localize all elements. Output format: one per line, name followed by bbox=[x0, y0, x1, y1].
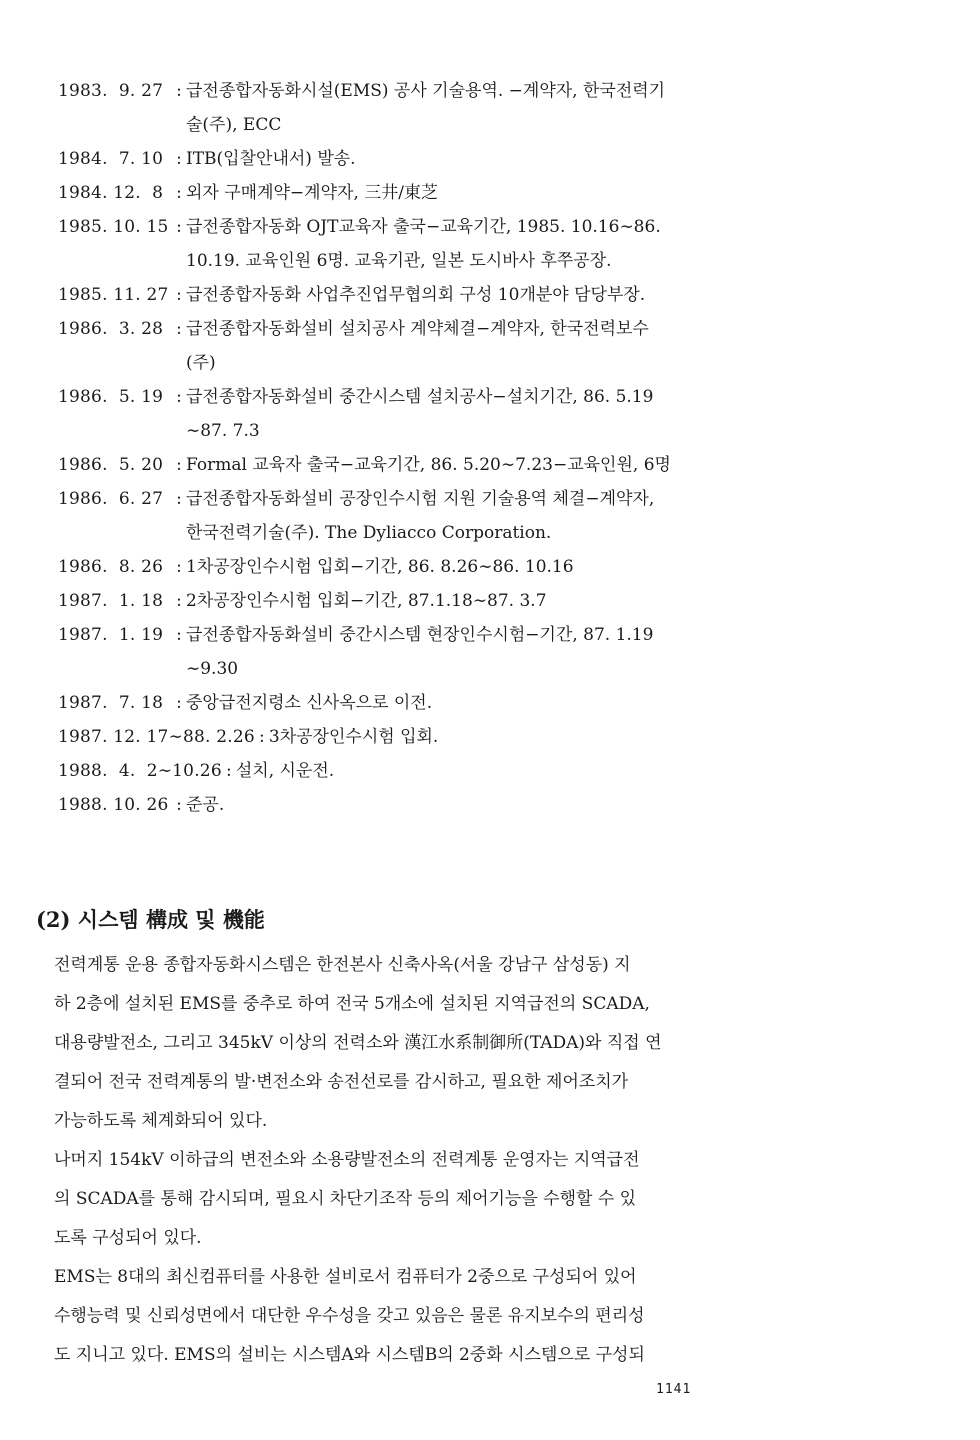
paragraph bbox=[38, 1258, 698, 1375]
entry-date: 1984. 7. 10 bbox=[58, 149, 164, 169]
entry-text: ∼87. 7.3 bbox=[186, 421, 260, 441]
paragraph-line: 가능하도록 체계화되어 있다. bbox=[54, 1111, 268, 1131]
chronology-entry: 1987. 1. 18 : 2차공장인수시험 입회−기간, 87.1.18∼87. 3.7 bbox=[58, 584, 708, 618]
entry-date: 1986. 6. 27 bbox=[58, 489, 164, 509]
paragraph-line: 의 SCADA를 통해 감시되며, 필요시 차단기조작 등의 제어기능을 수행할 수 있 bbox=[54, 1189, 637, 1209]
entry-date: 1986. 5. 20 bbox=[58, 455, 164, 475]
entry-text: 급전종합자동화시설(EMS) 공사 기술용역. −계약자, 한국전력기 bbox=[186, 81, 666, 101]
entry-date: 1987. 1. 19 bbox=[58, 625, 164, 645]
entry-text: 급전종합자동화 OJT교육자 출국−교육기간, 1985. 10.16∼86. bbox=[186, 217, 661, 237]
paragraph-line: 전력계통 운용 종합자동화시스템은 한전본사 신축사옥(서울 강남구 삼성동) 지 bbox=[54, 955, 631, 975]
entry-text: 준공. bbox=[186, 795, 225, 815]
entry-text: 1차공장인수시험 입회−기간, 86. 8.26∼86. 10.16 bbox=[186, 557, 574, 577]
entry-text: 급전종합자동화 사업추진업무협의회 구성 10개분야 담당부장. bbox=[186, 285, 646, 305]
entry-date: 1983. 9. 27 bbox=[58, 81, 164, 101]
section-title: (2) 시스템 構成 및 機能 bbox=[36, 907, 265, 932]
entry-text: ∼9.30 bbox=[186, 659, 239, 679]
paragraph-line: 수행능력 및 신뢰성면에서 대단한 우수성을 갖고 있음은 물론 유지보수의 편리성 bbox=[54, 1306, 645, 1326]
entry-date: 1988. 4. 2∼10.26 bbox=[58, 761, 222, 781]
chronology-list bbox=[58, 74, 708, 822]
entry-date: 1985. 11. 27 bbox=[58, 285, 169, 305]
chronology-entry: 1985. 11. 27 : 급전종합자동화 사업추진업무협의회 구성 10개분야 담당부장. bbox=[58, 278, 708, 312]
entry-date: 1987. 1. 18 bbox=[58, 591, 164, 611]
entry-text: 3차공장인수시험 입회. bbox=[268, 727, 439, 747]
paragraph bbox=[38, 1141, 698, 1258]
paragraph bbox=[38, 946, 698, 1141]
chronology-entry: 1986. 5. 19 : 급전종합자동화설비 중간시스템 설치공사−설치기간, 86. 5.19 ∼87. 7.3 bbox=[58, 380, 708, 448]
entry-date: 1984. 12. 8 bbox=[58, 183, 164, 203]
entry-text: 한국전력기술(주). The Dyliacco Corporation. bbox=[186, 523, 552, 543]
entry-text: 중앙급전지령소 신사옥으로 이전. bbox=[186, 693, 433, 713]
paragraph-line: 대용량발전소, 그리고 345kV 이상의 전력소와 漢江水系制御所(TADA)와 직접 연 bbox=[54, 1033, 662, 1053]
chronology-entry: 1988. 10. 26 : 준공. bbox=[58, 788, 708, 822]
chronology-entry: 1987. 12. 17∼88. 2.26 : 3차공장인수시험 입회. bbox=[58, 720, 708, 754]
entry-date: 1988. 10. 26 bbox=[58, 795, 169, 815]
chronology-entry: 1986. 6. 27 : 급전종합자동화설비 공장인수시험 지원 기술용역 체결−계약자, 한국전력기술(주). The Dyliacco Corporation. bbox=[58, 482, 708, 550]
chronology-entry: 1988. 4. 2∼10.26 : 설치, 시운전. bbox=[58, 754, 708, 788]
entry-date: 1986. 5. 19 bbox=[58, 387, 164, 407]
chronology-entry: 1986. 5. 20 : Formal 교육자 출국−교육기간, 86. 5.20∼7.23−교육인원, 6명 bbox=[58, 448, 708, 482]
paragraph-line: 하 2층에 설치된 EMS를 중추로 하여 전국 5개소에 설치된 지역급전의 SCADA, bbox=[54, 994, 650, 1014]
entry-text: 설치, 시운전. bbox=[235, 761, 335, 781]
chronology-entry: 1987. 7. 18 : 중앙급전지령소 신사옥으로 이전. bbox=[58, 686, 708, 720]
paragraph-line: 도록 구성되어 있다. bbox=[54, 1228, 202, 1248]
paragraph-line: 도 지니고 있다. EMS의 설비는 시스템A와 시스템B의 2중화 시스템으로 구성되 bbox=[54, 1345, 645, 1365]
page-number: 1141 bbox=[656, 1382, 692, 1397]
entry-text: 외자 구매계약−계약자, 三井/東芝 bbox=[186, 183, 438, 203]
entry-date: 1987. 12. 17∼88. 2.26 bbox=[58, 727, 255, 747]
entry-text: 술(주), ECC bbox=[186, 115, 282, 135]
entry-date: 1985. 10. 15 bbox=[58, 217, 169, 237]
chronology-entry: 1984. 7. 10 : ITB(입찰안내서) 발송. bbox=[58, 142, 708, 176]
entry-date: 1986. 3. 28 bbox=[58, 319, 164, 339]
entry-text: 10.19. 교육인원 6명. 교육기관, 일본 도시바사 후쭈공장. bbox=[186, 251, 612, 271]
entry-text: (주) bbox=[186, 353, 216, 373]
paragraph-line: 결되어 전국 전력계통의 발·변전소와 송전선로를 감시하고, 필요한 제어조치가 bbox=[54, 1072, 629, 1092]
entry-date: 1987. 7. 18 bbox=[58, 693, 164, 713]
entry-text: 급전종합자동화설비 공장인수시험 지원 기술용역 체결−계약자, bbox=[186, 489, 655, 509]
chronology-entry: 1986. 8. 26 : 1차공장인수시험 입회−기간, 86. 8.26∼86. 10.16 bbox=[58, 550, 708, 584]
entry-text: 2차공장인수시험 입회−기간, 87.1.18∼87. 3.7 bbox=[186, 591, 547, 611]
paragraph-line: EMS는 8대의 최신컴퓨터를 사용한 설비로서 컴퓨터가 2중으로 구성되어 있어 bbox=[54, 1267, 637, 1287]
entry-text: ITB(입찰안내서) 발송. bbox=[186, 149, 356, 169]
entry-text: 급전종합자동화설비 중간시스템 설치공사−설치기간, 86. 5.19 bbox=[186, 387, 654, 407]
chronology-entry: 1984. 12. 8 : 외자 구매계약−계약자, 三井/東芝 bbox=[58, 176, 708, 210]
body-text bbox=[38, 946, 698, 1375]
entry-date: 1986. 8. 26 bbox=[58, 557, 164, 577]
entry-text: Formal 교육자 출국−교육기간, 86. 5.20∼7.23−교육인원, 6명 bbox=[186, 455, 671, 475]
chronology-entry: 1983. 9. 27 : 급전종합자동화시설(EMS) 공사 기술용역. −계약자, 한국전력기 술(주), ECC bbox=[58, 74, 708, 142]
chronology-entry: 1985. 10. 15 : 급전종합자동화 OJT교육자 출국−교육기간, 1985. 10.16∼86. 10.19. 교육인원 6명. 교육기관, 일본 도시바사 후쭈공장. bbox=[58, 210, 708, 278]
entry-text: 급전종합자동화설비 중간시스템 현장인수시험−기간, 87. 1.19 bbox=[186, 625, 654, 645]
chronology-entry: 1987. 1. 19 : 급전종합자동화설비 중간시스템 현장인수시험−기간, 87. 1.19 ∼9.30 bbox=[58, 618, 708, 686]
entry-text: 급전종합자동화설비 설치공사 계약체결−계약자, 한국전력보수 bbox=[186, 319, 649, 339]
chronology-entry: 1986. 3. 28 : 급전종합자동화설비 설치공사 계약체결−계약자, 한국전력보수 (주) bbox=[58, 312, 708, 380]
paragraph-line: 나머지 154kV 이하급의 변전소와 소용량발전소의 전력계통 운영자는 지역급전 bbox=[54, 1150, 640, 1170]
